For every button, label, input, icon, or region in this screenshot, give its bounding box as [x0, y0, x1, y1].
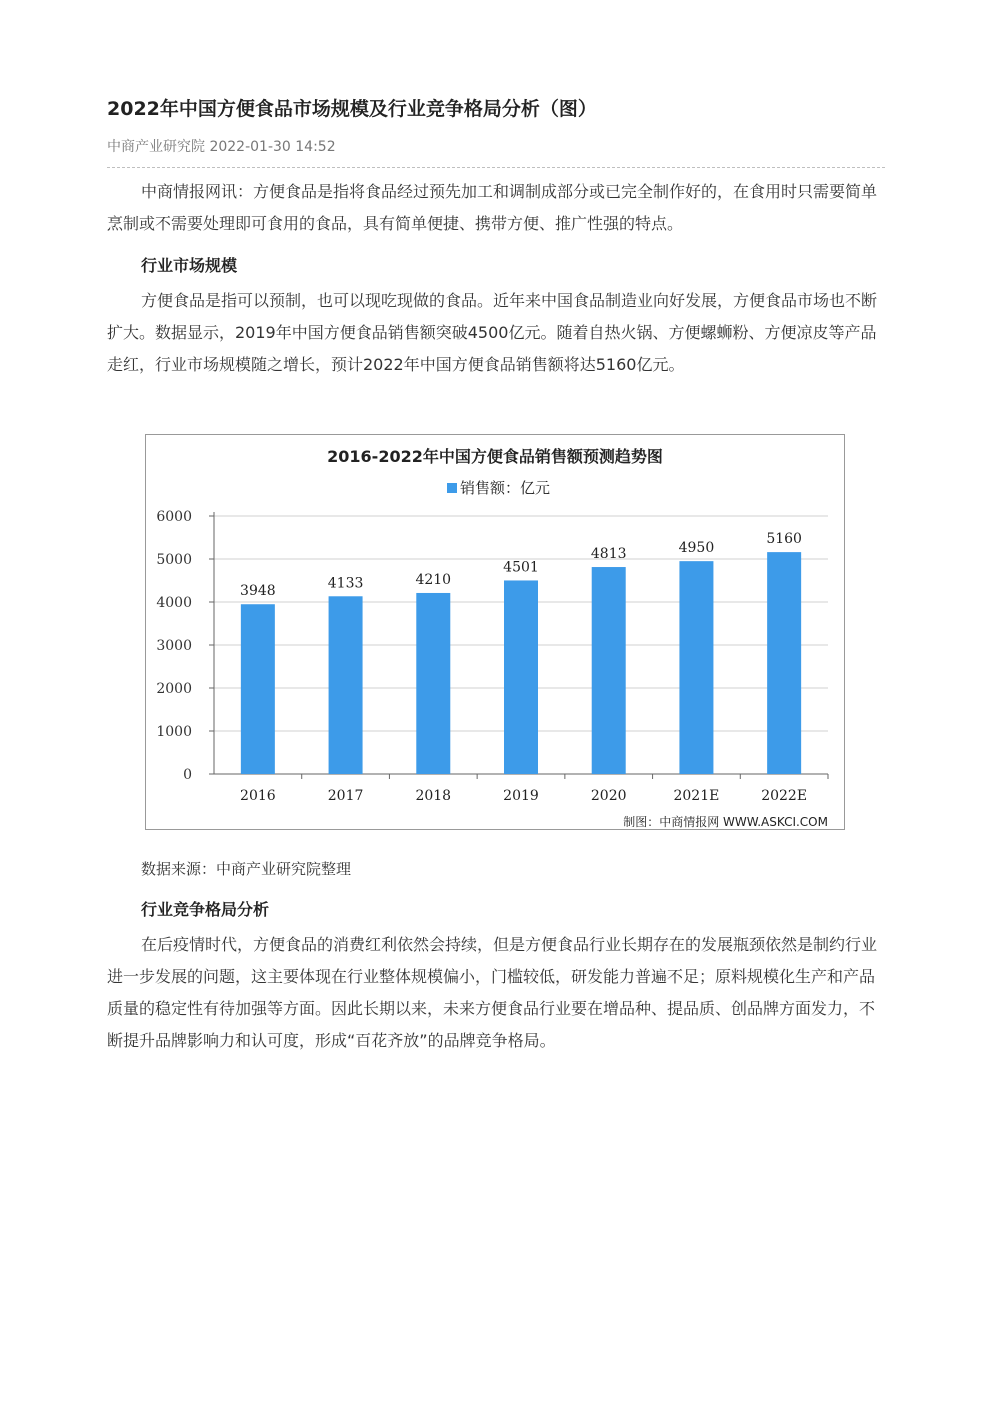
intro-paragraph: 中商情报网讯：方便食品是指将食品经过预先加工和调制成部分或已完全制作好的，在食用时只需要简单烹制或不需要处理即可食用的食品，具有简单便捷、携带方便、推广性强的特点。 — [107, 182, 878, 233]
y-tick-label: 4000 — [156, 595, 192, 611]
sales-chart-svg — [146, 435, 844, 829]
x-tick-label-2022E: 2022E — [761, 788, 808, 804]
article-title: 2022年中国方便食品市场规模及行业竞争格局分析（图） — [107, 98, 597, 120]
bar-2021E — [679, 561, 713, 774]
bar-2018 — [416, 593, 450, 774]
y-tick-label: 6000 — [156, 509, 192, 525]
bar-2022E — [767, 552, 801, 774]
sales-chart — [145, 434, 845, 830]
section-heading-competition: 行业竞争格局分析 — [141, 900, 270, 919]
market-size-paragraph: 方便食品是指可以预制，也可以现吃现做的食品。近年来中国食品制造业向好发展，方便食品市场也不断扩大。数据显示，2019年中国方便食品销售额突破4500亿元。随着自热火锅、方便螺蛳粉、方便凉皮等产品走红，行业市场规模随之增长，预计2022年中国方便食品销售额将达5160亿元。 — [107, 291, 878, 374]
chart-credit: 制图：中商情报网 WWW.ASKCI.COM — [623, 815, 828, 829]
bar-2020 — [592, 567, 626, 774]
x-tick-label-2017: 2017 — [327, 788, 364, 804]
bar-2016 — [241, 604, 275, 774]
y-tick-label: 2000 — [156, 681, 192, 697]
data-label-2020: 4813 — [590, 546, 627, 563]
x-tick-label-2018: 2018 — [415, 788, 452, 804]
x-tick-label-2016: 2016 — [240, 788, 276, 804]
data-label-2016: 3948 — [240, 583, 276, 600]
data-label-2018: 4210 — [415, 571, 452, 588]
data-label-2017: 4133 — [327, 575, 364, 592]
data-label-2022E: 5160 — [766, 531, 802, 548]
x-tick-label-2020: 2020 — [590, 788, 627, 804]
data-label-2021E: 4950 — [678, 540, 715, 557]
bar-2019 — [504, 580, 538, 774]
legend-label: 销售额：亿元 — [460, 479, 551, 497]
y-tick-label: 5000 — [156, 552, 192, 568]
legend-swatch — [447, 483, 457, 493]
chart-title: 2016-2022年中国方便食品销售额预测趋势图 — [327, 447, 663, 466]
data-source-note: 数据来源：中商产业研究院整理 — [141, 860, 352, 878]
data-label-2019: 4501 — [503, 559, 539, 576]
y-tick-label: 3000 — [156, 638, 192, 654]
y-tick-label: 0 — [183, 767, 192, 783]
article-meta: 中商产业研究院 2022-01-30 14:52 — [107, 139, 336, 155]
section-heading-market-size: 行业市场规模 — [141, 256, 238, 275]
bar-2017 — [329, 596, 363, 774]
x-tick-label-2019: 2019 — [503, 788, 539, 804]
y-tick-label: 1000 — [156, 724, 192, 740]
competition-paragraph: 在后疫情时代，方便食品的消费红利依然会持续，但是方便食品行业长期存在的发展瓶颈依然是制约行业进一步发展的问题，这主要体现在行业整体规模偏小，门槛较低，研发能力普遍不足；原料规模化生产和产品质量的稳定性有待加强等方面。因此长期以来，未来方便食品行业要在增品种、提品质、创品牌方面发力，不断提升品牌影响力和认可度，形成“百花齐放”的品牌竞争格局。 — [107, 935, 878, 1050]
divider — [107, 167, 885, 168]
x-tick-label-2021E: 2021E — [673, 788, 720, 804]
